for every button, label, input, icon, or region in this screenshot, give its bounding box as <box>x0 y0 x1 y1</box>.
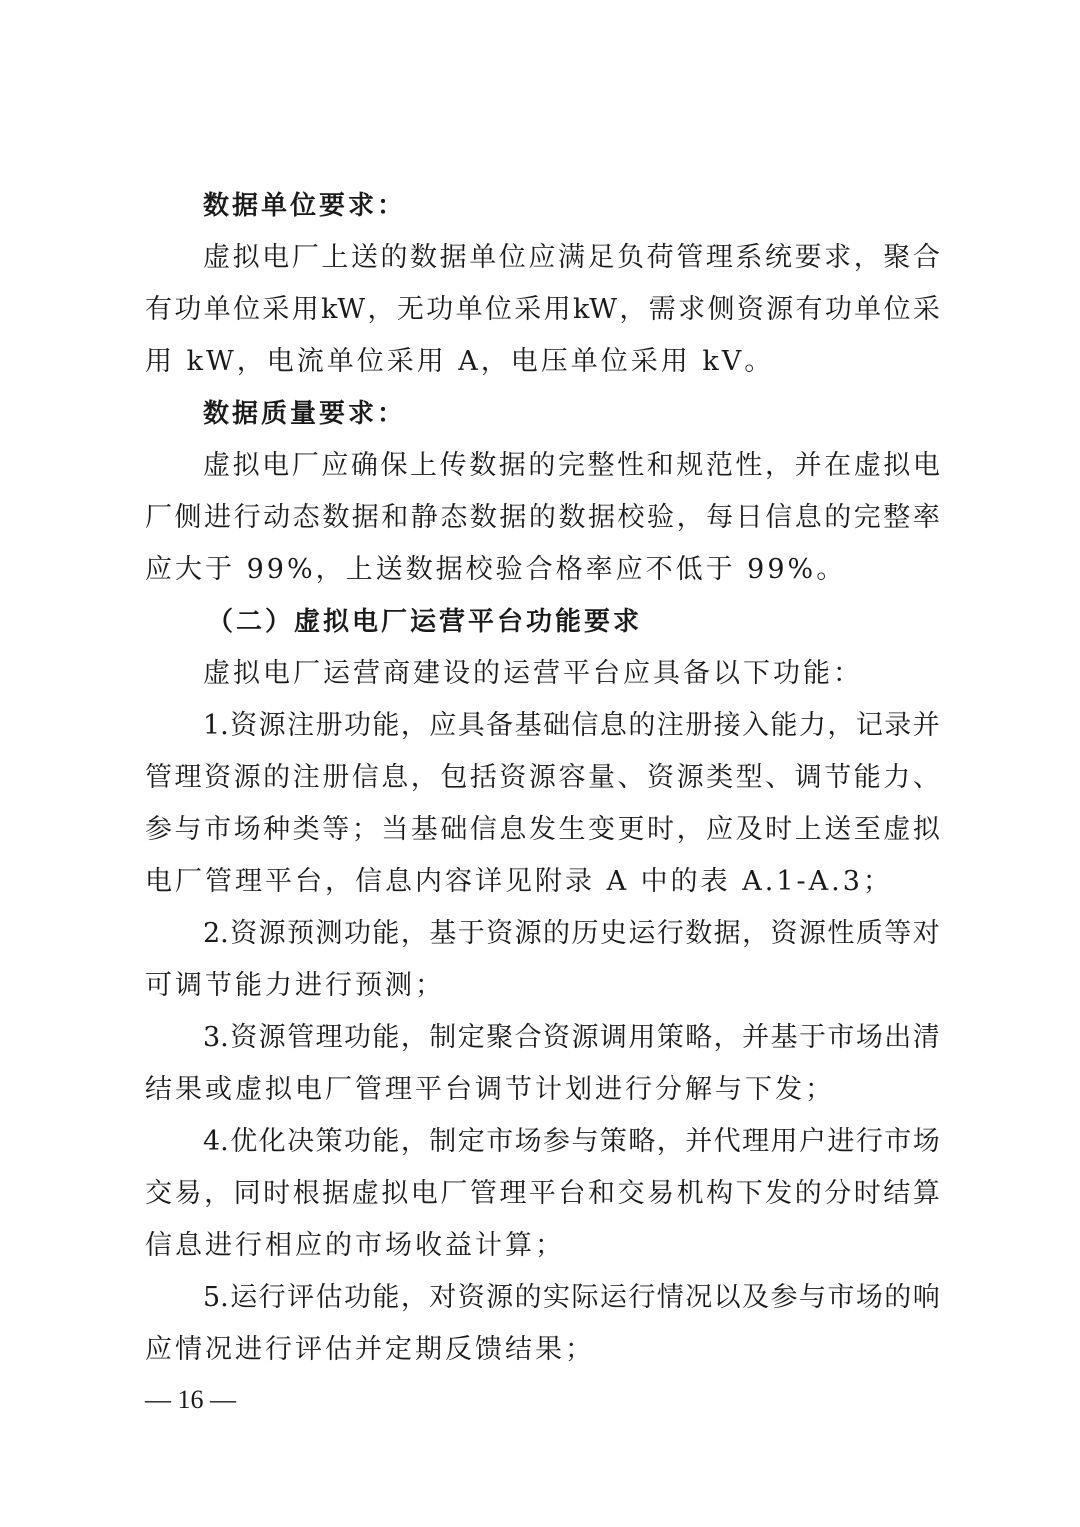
text-line: 虚拟电厂运营商建设的运营平台应具备以下功能： <box>203 658 863 689</box>
text-line: 应大于 99%，上送数据校验合格率应不低于 99%。 <box>145 554 847 585</box>
text-line: 应情况进行评估并定期反馈结果； <box>145 1334 595 1365</box>
text-line: 5. 运 行 评 估 功 能 ， 对 资 源 的 实 际 运 行 情 况 以 及 参 与 市 场 的 响 <box>203 1282 940 1313</box>
text-line: 交 易 ， 同 时 根 据 虚 拟 电 厂 管 理 平 台 和 交 易 机 构 下 发 的 分 时 结 算 <box>145 1178 940 1209</box>
text-line: 虚 拟 电 厂 上 送 的 数 据 单 位 应 满 足 负 荷 管 理 系 统 要 求 ， 聚 合 <box>203 242 940 273</box>
text-line: 3. 资 源 管 理 功 能 ， 制 定 聚 合 资 源 调 用 策 略 ， 并 基 于 市 场 出 清 <box>203 1022 940 1053</box>
text-line: 可调节能力进行预测； <box>145 970 445 1001</box>
text-line: 1. 资 源 注 册 功 能 ， 应 具 备 基 础 信 息 的 注 册 接 入 能 力 ， 记 录 并 <box>203 710 940 741</box>
subsection-heading: （二）虚拟电厂运营平台功能要求 <box>207 607 643 637</box>
section-heading: 数据质量要求： <box>203 399 407 429</box>
section-heading: 数据单位要求： <box>203 191 407 221</box>
text-line: 电厂管理平台，信息内容详见附录 A 中的表 A.1-A.3； <box>145 866 893 897</box>
text-line: 4. 优 化 决 策 功 能 ， 制 定 市 场 参 与 策 略 ， 并 代 理 用 户 进 行 市 场 <box>203 1126 940 1157</box>
text-line: 信息进行相应的市场收益计算； <box>145 1230 565 1261</box>
text-line: 用 kW，电流单位采用 A，电压单位采用 kV。 <box>145 346 775 377</box>
text-line: 管 理 资 源 的 注 册 信 息 ， 包 括 资 源 容 量 、 资 源 类 型 、 调 节 能 力 、 <box>145 762 940 793</box>
text-line: 有 功 单 位 采 用 kW ， 无 功 单 位 采 用 kW ， 需 求 侧 资 源 有 功 单 位 采 <box>145 294 940 325</box>
text-line: 2. 资 源 预 测 功 能 ， 基 于 资 源 的 历 史 运 行 数 据 ， 资 源 性 质 等 对 <box>203 918 940 949</box>
text-line: 结果或虚拟电厂管理平台调节计划进行分解与下发； <box>145 1074 835 1105</box>
page-number: — 16 — <box>145 1385 236 1414</box>
text-line: 参 与 市 场 种 类 等 ； 当 基 础 信 息 发 生 变 更 时 ， 应 及 时 上 送 至 虚 拟 <box>145 814 940 845</box>
text-line: 虚 拟 电 厂 应 确 保 上 传 数 据 的 完 整 性 和 规 范 性 ， 并 在 虚 拟 电 <box>203 450 940 481</box>
body-text <box>145 180 940 1376</box>
text-line: 厂 侧 进 行 动 态 数 据 和 静 态 数 据 的 数 据 校 验 ， 每 日 信 息 的 完 整 率 <box>145 502 940 533</box>
